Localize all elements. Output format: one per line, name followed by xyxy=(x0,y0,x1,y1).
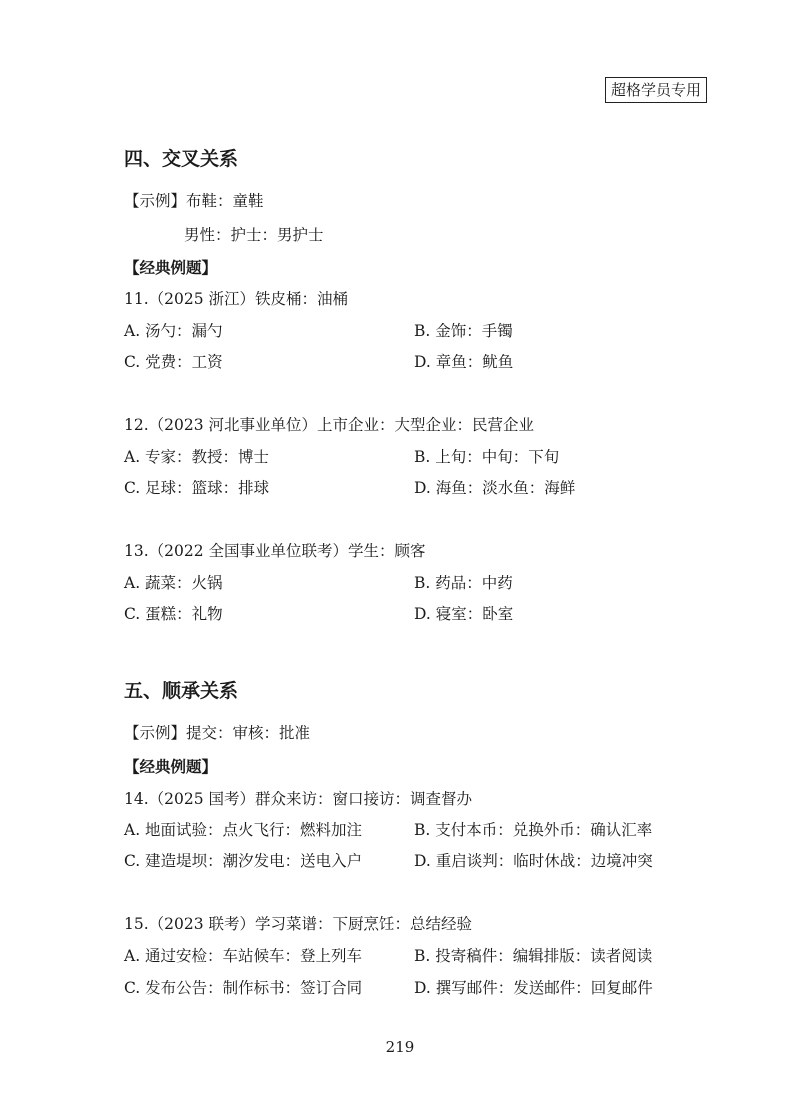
question-option: D. 寝室：卧室 xyxy=(414,605,514,623)
section-heading-cross-relation: 四、交叉关系 xyxy=(124,148,239,170)
example-line: 【示例】提交：审核：批准 xyxy=(124,724,311,742)
question-option: D. 重启谈判：临时休战：边境冲突 xyxy=(414,852,653,870)
question-option: A. 通过安检：车站候车：登上列车 xyxy=(124,947,363,965)
student-only-badge: 超格学员专用 xyxy=(605,77,707,103)
question-stem: 11.（2025 浙江）铁皮桶：油桶 xyxy=(124,290,349,308)
question-option: C. 蛋糕：礼物 xyxy=(124,605,223,623)
question-option: B. 药品：中药 xyxy=(414,574,513,592)
question-option: D. 章鱼：鱿鱼 xyxy=(414,353,514,371)
question-option: B. 金饰：手镯 xyxy=(414,322,513,340)
question-stem: 14.（2025 国考）群众来访：窗口接访：调查督办 xyxy=(124,790,473,808)
classic-examples-label: 【经典例题】 xyxy=(124,258,218,277)
question-option: C. 党费：工资 xyxy=(124,353,223,371)
question-option: B. 投寄稿件：编辑排版：读者阅读 xyxy=(414,947,653,965)
question-option: A. 专家：教授：博士 xyxy=(124,448,270,466)
classic-examples-label: 【经典例题】 xyxy=(124,757,218,776)
question-option: C. 发布公告：制作标书：签订合同 xyxy=(124,979,363,997)
page-number: 219 xyxy=(385,1038,415,1056)
question-option: C. 足球：篮球：排球 xyxy=(124,479,270,497)
question-option: B. 支付本币：兑换外币：确认汇率 xyxy=(414,821,653,839)
question-stem: 12.（2023 河北事业单位）上市企业：大型企业：民营企业 xyxy=(124,416,535,434)
question-option: C. 建造堤坝：潮汐发电：送电入户 xyxy=(124,852,363,870)
question-option: B. 上旬：中旬：下旬 xyxy=(414,448,560,466)
section-heading-sequential-relation: 五、顺承关系 xyxy=(124,680,239,702)
question-stem: 15.（2023 联考）学习菜谱：下厨烹饪：总结经验 xyxy=(124,915,473,933)
question-option: A. 汤勺：漏勺 xyxy=(124,322,223,340)
question-stem: 13.（2022 全国事业单位联考）学生：顾客 xyxy=(124,542,426,560)
example-line: 【示例】布鞋：童鞋 xyxy=(124,192,264,210)
question-option: A. 蔬菜：火锅 xyxy=(124,574,223,592)
question-option: A. 地面试验：点火飞行：燃料加注 xyxy=(124,821,363,839)
question-option: D. 海鱼：淡水鱼：海鲜 xyxy=(414,479,576,497)
example-line-continued: 男性：护士：男护士 xyxy=(184,226,324,244)
question-option: D. 撰写邮件：发送邮件：回复邮件 xyxy=(414,979,653,997)
